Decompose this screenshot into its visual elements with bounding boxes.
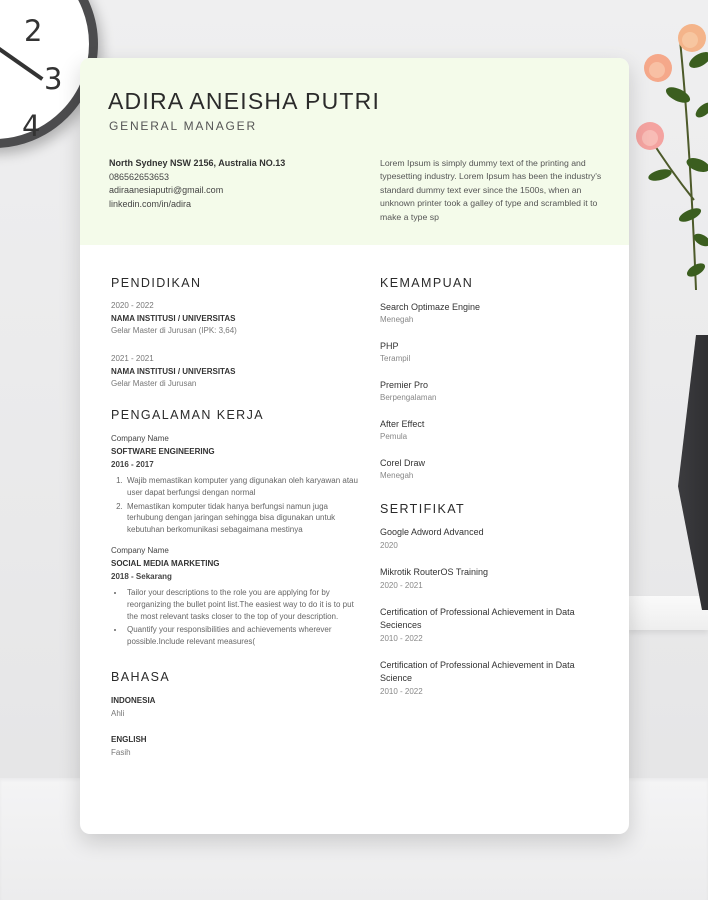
language-item [111,733,366,759]
job-duty: 2. Memastikan komputer tidak hanya berfungsi namun juga terhubung dengan jaringan sehingga bisa digunakan untuk kebutuhan berkomunikasi sebagaimana mestinya [125,501,366,536]
job-duty: 1. Wajib memastikan komputer yang digunakan oleh karyawan atau user dapat berfungsi dengan normal [125,475,366,499]
job-item [111,432,366,536]
certificate-item [380,659,602,699]
job-role: GENERAL MANAGER [109,119,257,133]
education-period: 2021 - 2021 [111,354,154,363]
job-item [111,544,366,648]
certificate-period: 2020 [380,541,398,550]
flower-plant [620,0,708,300]
education-institution: NAMA INSTITUSI / UNIVERSITAS [111,314,236,323]
education-institution: NAMA INSTITUSI / UNIVERSITAS [111,367,236,376]
certificate-name: Certification of Professional Achievement in Data Science [380,660,575,683]
vase [678,335,708,610]
contact-info [109,157,285,211]
resume-card [80,58,629,834]
summary: Lorem Ipsum is simply dummy text of the printing and typesetting industry. Lorem Ipsum has been the industry's standard dummy text ever since the 1500s, when an unknown printer took a galley of type and scrambled it to make a type sp [380,158,602,222]
education-item [111,300,366,337]
certificate-period: 2020 - 2021 [380,581,423,590]
certificate-period: 2010 - 2022 [380,687,423,696]
job-company: Company Name [111,434,169,443]
skill-name: Premier Pro [380,380,429,390]
email: adiraanesiaputri@gmail.com [109,185,224,195]
job-duty: • Quantify your responsibilities and achievements wherever possible.Include relevant measures( [125,624,366,648]
linkedin: linkedin.com/in/adira [109,198,192,209]
wall-shelf [628,596,708,630]
skill-level: Berpengalaman [380,393,437,402]
certificate-name: Google Adword Advanced [380,527,484,537]
skill-name: PHP [380,341,399,351]
skill-level: Menegah [380,315,414,324]
job-duties-list [111,587,366,648]
skill-name: After Effect [380,419,425,429]
job-period: 2016 - 2017 [111,460,154,469]
experience-title: PENGALAMAN KERJA [111,408,264,422]
skill-name: Corel Draw [380,458,426,468]
clock-number: 2 [24,14,43,48]
resume-header [80,58,629,245]
person-name: ADIRA ANEISHA PUTRI [108,88,381,114]
languages-title: BAHASA [111,669,171,684]
job-company: Company Name [111,545,169,555]
language-name: ENGLISH [111,734,147,744]
language-name: INDONESIA [111,695,156,705]
skill-item [380,339,602,365]
skills-title: KEMAMPUAN [380,276,474,290]
skill-level: Menegah [380,471,414,480]
certificates-title: SERTIFIKAT [380,502,466,516]
skill-level: Terampil [380,354,411,363]
skill-item [380,456,602,482]
education-period: 2020 - 2022 [111,301,154,310]
job-duty: • Tailor your descriptions to the role you are applying for by reorganizing the bullet point list.The easiest way to do it is to put the most relevant tasks closer to the top of your description. [125,587,366,622]
education-description: Gelar Master di Jurusan [111,379,197,388]
job-position: SOCIAL MEDIA MARKETING [111,558,220,568]
certificate-item [380,566,602,593]
education-description: Gelar Master di Jurusan (IPK: 3,64) [111,326,237,335]
language-level: Ahli [111,708,125,718]
certificate-item [380,606,602,646]
job-period: 2018 - Sekarang [111,571,172,581]
language-level: Fasih [111,747,131,757]
phone: 086562653653 [109,171,170,182]
certificate-period: 2010 - 2022 [380,634,423,643]
clock-number: 3 [44,62,63,96]
skill-item [380,417,602,443]
clock-number: 4 [22,109,41,143]
job-duties-list [111,475,366,536]
education-item [111,353,366,390]
skill-name: Search Optimaze Engine [380,302,481,312]
left-column [111,276,366,772]
right-column [380,276,602,712]
job-position: SOFTWARE ENGINEERING [111,447,215,456]
skill-level: Pemula [380,432,408,441]
education-title: PENDIDIKAN [111,276,202,290]
certificate-name: Certification of Professional Achievement in Data Seciences [380,607,575,630]
skill-item [380,300,602,326]
certificate-item [380,526,602,553]
certificate-name: Mikrotik RouterOS Training [380,567,489,577]
language-item [111,694,366,720]
skill-item [380,378,602,404]
address: North Sydney NSW 2156, Australia NO.13 [109,158,286,168]
